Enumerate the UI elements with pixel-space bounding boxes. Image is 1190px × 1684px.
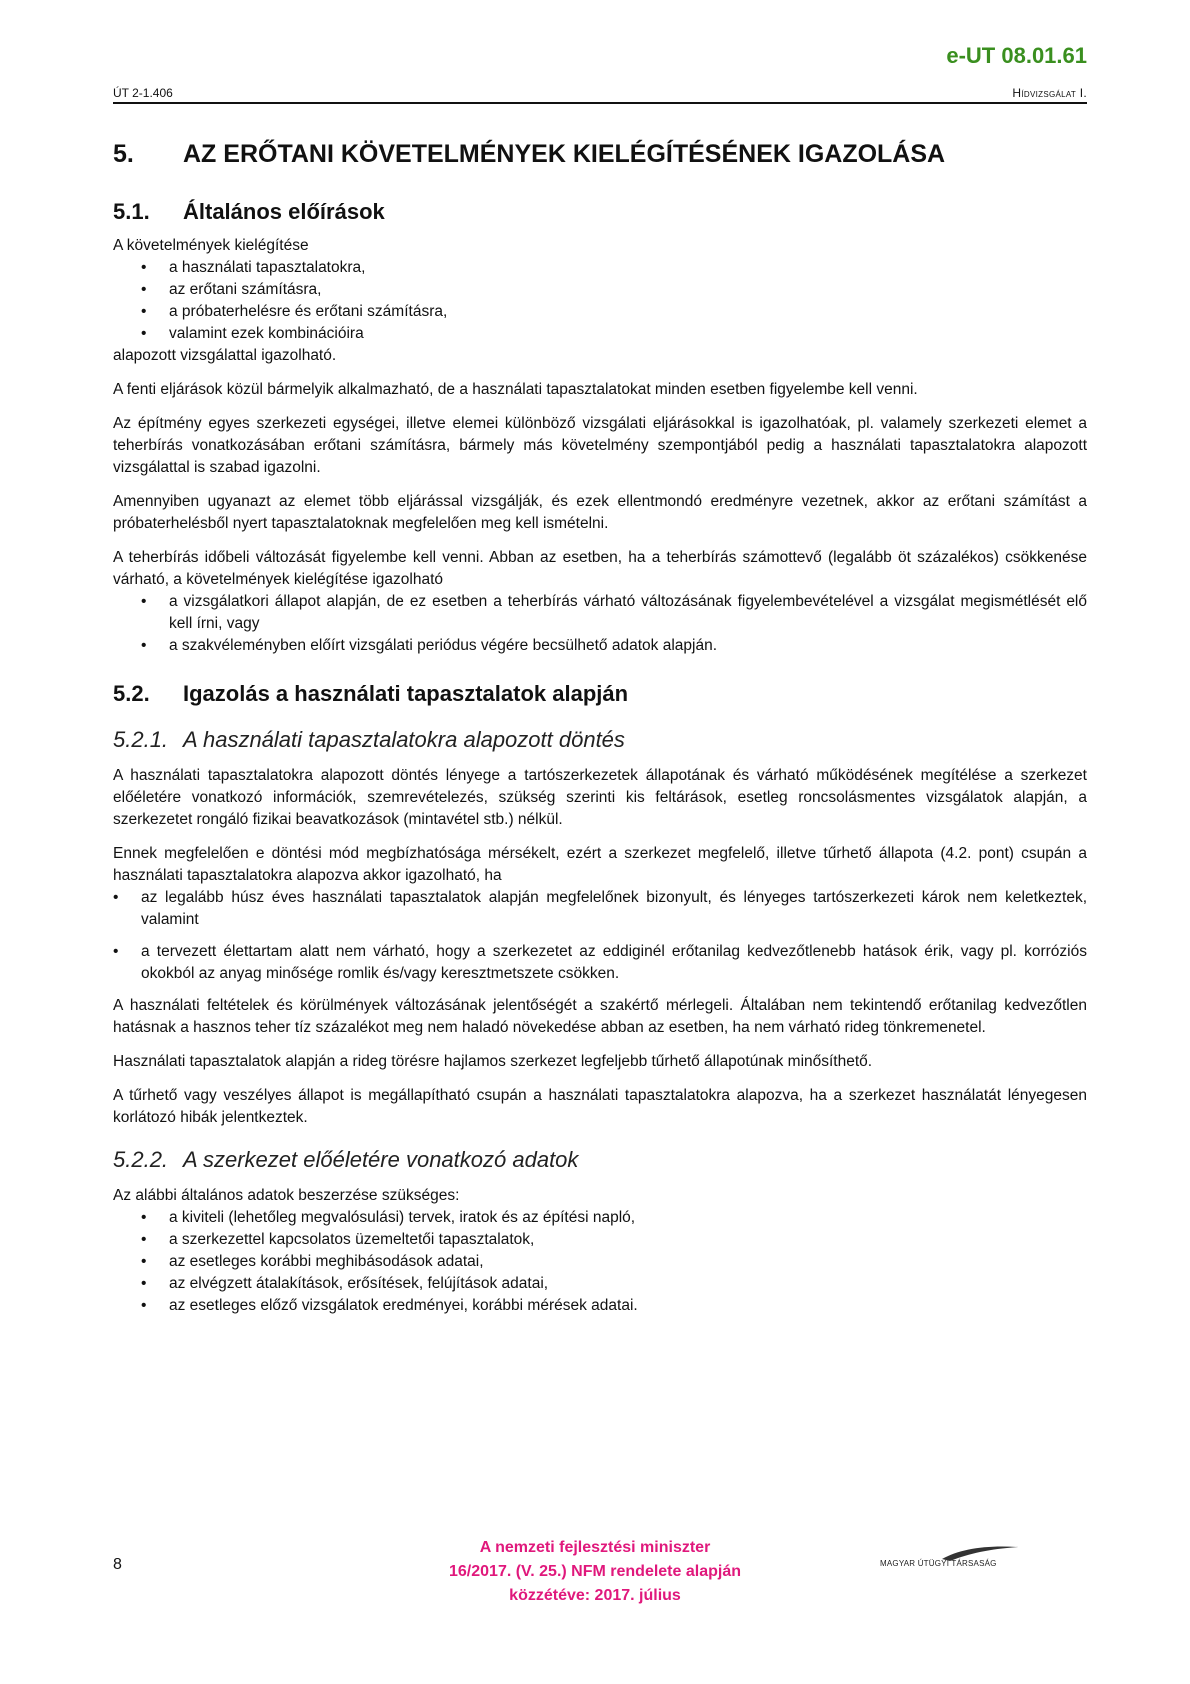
paragraph: Amennyiben ugyanazt az elemet több eljárással vizsgálják, és ezek ellentmondó eredményre vezetnek, akkor az erőtani számítást a próbaterhelésből nyert tapasztalatoknak megfelelően meg kell ismételni. — [113, 493, 1087, 532]
section-title: AZ ERŐTANI KÖVETELMÉNYEK KIELÉGÍTÉSÉNEK IGAZOLÁSA — [183, 140, 946, 168]
paragraph: alapozott vizsgálattal igazolható. — [113, 347, 337, 364]
list-item: • a szakvéleményben előírt vizsgálati periódus végére becsülhető adatok alapján. — [113, 635, 1087, 657]
footer-line: közzétéve: 2017. július — [509, 1587, 681, 1604]
section-title: Általános előírások — [183, 199, 385, 224]
list-item: • az esetleges korábbi meghibásodások adatai, — [113, 1251, 1087, 1273]
section-title: Igazolás a használati tapasztalatok alapján — [183, 681, 629, 706]
bullet-list — [113, 591, 1087, 657]
list-item: • a szerkezettel kapcsolatos üzemeltetői tapasztalatok, — [113, 1229, 1087, 1251]
paragraph: Használati tapasztalatok alapján a rideg törésre hajlamos szerkezet legfeljebb tűrhető állapotúnak minősíthető. — [113, 1053, 873, 1070]
footer-line: 16/2017. (V. 25.) NFM rendelete alapján — [449, 1563, 741, 1580]
section-number: 5. — [113, 140, 134, 168]
page-content — [113, 140, 1087, 1329]
footer-line: A nemzeti fejlesztési miniszter — [479, 1539, 711, 1556]
bullet-list — [113, 887, 1087, 985]
page-number: 8 — [113, 1556, 122, 1573]
bullet-list — [113, 1207, 1087, 1317]
list-item: • a tervezett élettartam alatt nem várható, hogy a szerkezetet az eddiginél erőtanilag kedvezőtlenebb hatások érik, vagy pl. korróziós okokból az anyag minősége romlik és/vagy keresztmetszete csökken. — [113, 941, 1087, 985]
section-5-2-1-heading — [113, 727, 1087, 753]
section-5-2-heading — [113, 681, 1087, 707]
list-item: • a kiviteli (lehetőleg megvalósulási) tervek, iratok és az építési napló, — [113, 1207, 1087, 1229]
list-item: • az elvégzett átalakítások, erősítések, felújítások adatai, — [113, 1273, 1087, 1295]
section-number: 5.2.2. — [113, 1147, 169, 1172]
paragraph: A fenti eljárások közül bármelyik alkalmazható, de a használati tapasztalatokat minden esetben figyelembe kell venni. — [113, 381, 918, 398]
list-item: • az esetleges előző vizsgálatok eredményei, korábbi mérések adatai. — [113, 1295, 1087, 1317]
list-item: • a próbaterhelésre és erőtani számításra, — [113, 301, 1087, 323]
list-item: • a használati tapasztalatokra, — [113, 257, 1087, 279]
list-item: • az legalább húsz éves használati tapasztalatok alapján megfelelőnek bizonyult, és lényeges tartószerkezeti károk nem keletkeztek, valamint — [113, 887, 1087, 931]
section-5-2-2-heading — [113, 1147, 1087, 1173]
section-5-1-heading — [113, 199, 1087, 225]
section-number: 5.2. — [113, 681, 150, 706]
document-code: e-UT 08.01.61 — [946, 43, 1087, 68]
header-standard-number: ÚT 2-1.406 — [113, 86, 173, 100]
section-5-heading — [113, 140, 1087, 169]
paragraph: Ennek megfelelően e döntési mód megbízhatósága mérsékelt, ezért a szerkezet megfelelő, illetve tűrhető állapota (4.2. pont) csupán a használati tapasztalatokra alapozva akkor igazolható, ha — [113, 845, 1087, 884]
publisher-logo — [880, 1545, 1090, 1575]
list-item: • valamint ezek kombinációira — [113, 323, 1087, 345]
header-document-title: Hídvizsgálat I. — [1012, 86, 1087, 100]
section-title: A használati tapasztalatokra alapozott döntés — [183, 727, 625, 752]
section-title: A szerkezet előéletére vonatkozó adatok — [183, 1147, 579, 1172]
publisher-name: MAGYAR ÚTÜGYI TÁRSASÁG — [880, 1559, 997, 1568]
bullet-list — [113, 257, 1087, 345]
paragraph: A teherbírás időbeli változását figyelembe kell venni. Abban az esetben, ha a teherbírás számottevő (legalább öt százalékos) csökkenése várható, a követelmények kielégítése igazolható — [113, 549, 1087, 588]
list-item: • az erőtani számításra, — [113, 279, 1087, 301]
paragraph: A használati feltételek és körülmények változásának jelentőségét a szakértő mérlegeli. Általában nem tekintendő erőtanilag kedvezőtlen hatásnak a hasznos teher tíz százalékot meg nem haladó növekedése abban az esetben, ha nem várható rideg tönkremenetel. — [113, 997, 1087, 1036]
paragraph: A tűrhető vagy veszélyes állapot is megállapítható csupán a használati tapasztalatokra alapozva, ha a szerkezet használatát lényegesen korlátozó hibák jelentkeztek. — [113, 1087, 1087, 1126]
footer-publication-note — [395, 1536, 795, 1608]
section-number: 5.1. — [113, 199, 150, 224]
list-item: • a vizsgálatkori állapot alapján, de ez esetben a teherbírás várható változásának figyelembevételével a vizsgálat megismétlését elő kell írni, vagy — [113, 591, 1087, 635]
section-number: 5.2.1. — [113, 727, 169, 752]
paragraph: Az építmény egyes szerkezeti egységei, illetve elemei különböző vizsgálati eljárásokkal is igazolhatóak, pl. valamely szerkezeti elemet a teherbírás vonatkozásában erőtani számításra, bármely más követelmény szempontjából pedig a használati tapasztalatokra alapozott vizsgálattal is szabad igazolni. — [113, 415, 1087, 476]
paragraph: A követelmények kielégítése — [113, 237, 309, 254]
paragraph: Az alábbi általános adatok beszerzése szükséges: — [113, 1187, 460, 1204]
header-divider — [113, 102, 1087, 104]
paragraph: A használati tapasztalatokra alapozott döntés lényege a tartószerkezetek állapotának és várható működésének megítélése a szerkezet előéletére vonatkozó információk, szemrevételezés, szükség szerinti kis feltárások, esetleg roncsolásmentes vizsgálatok alapján, a szerkezetet rongáló fizikai beavatkozások (mintavétel stb.) nélkül. — [113, 767, 1087, 828]
